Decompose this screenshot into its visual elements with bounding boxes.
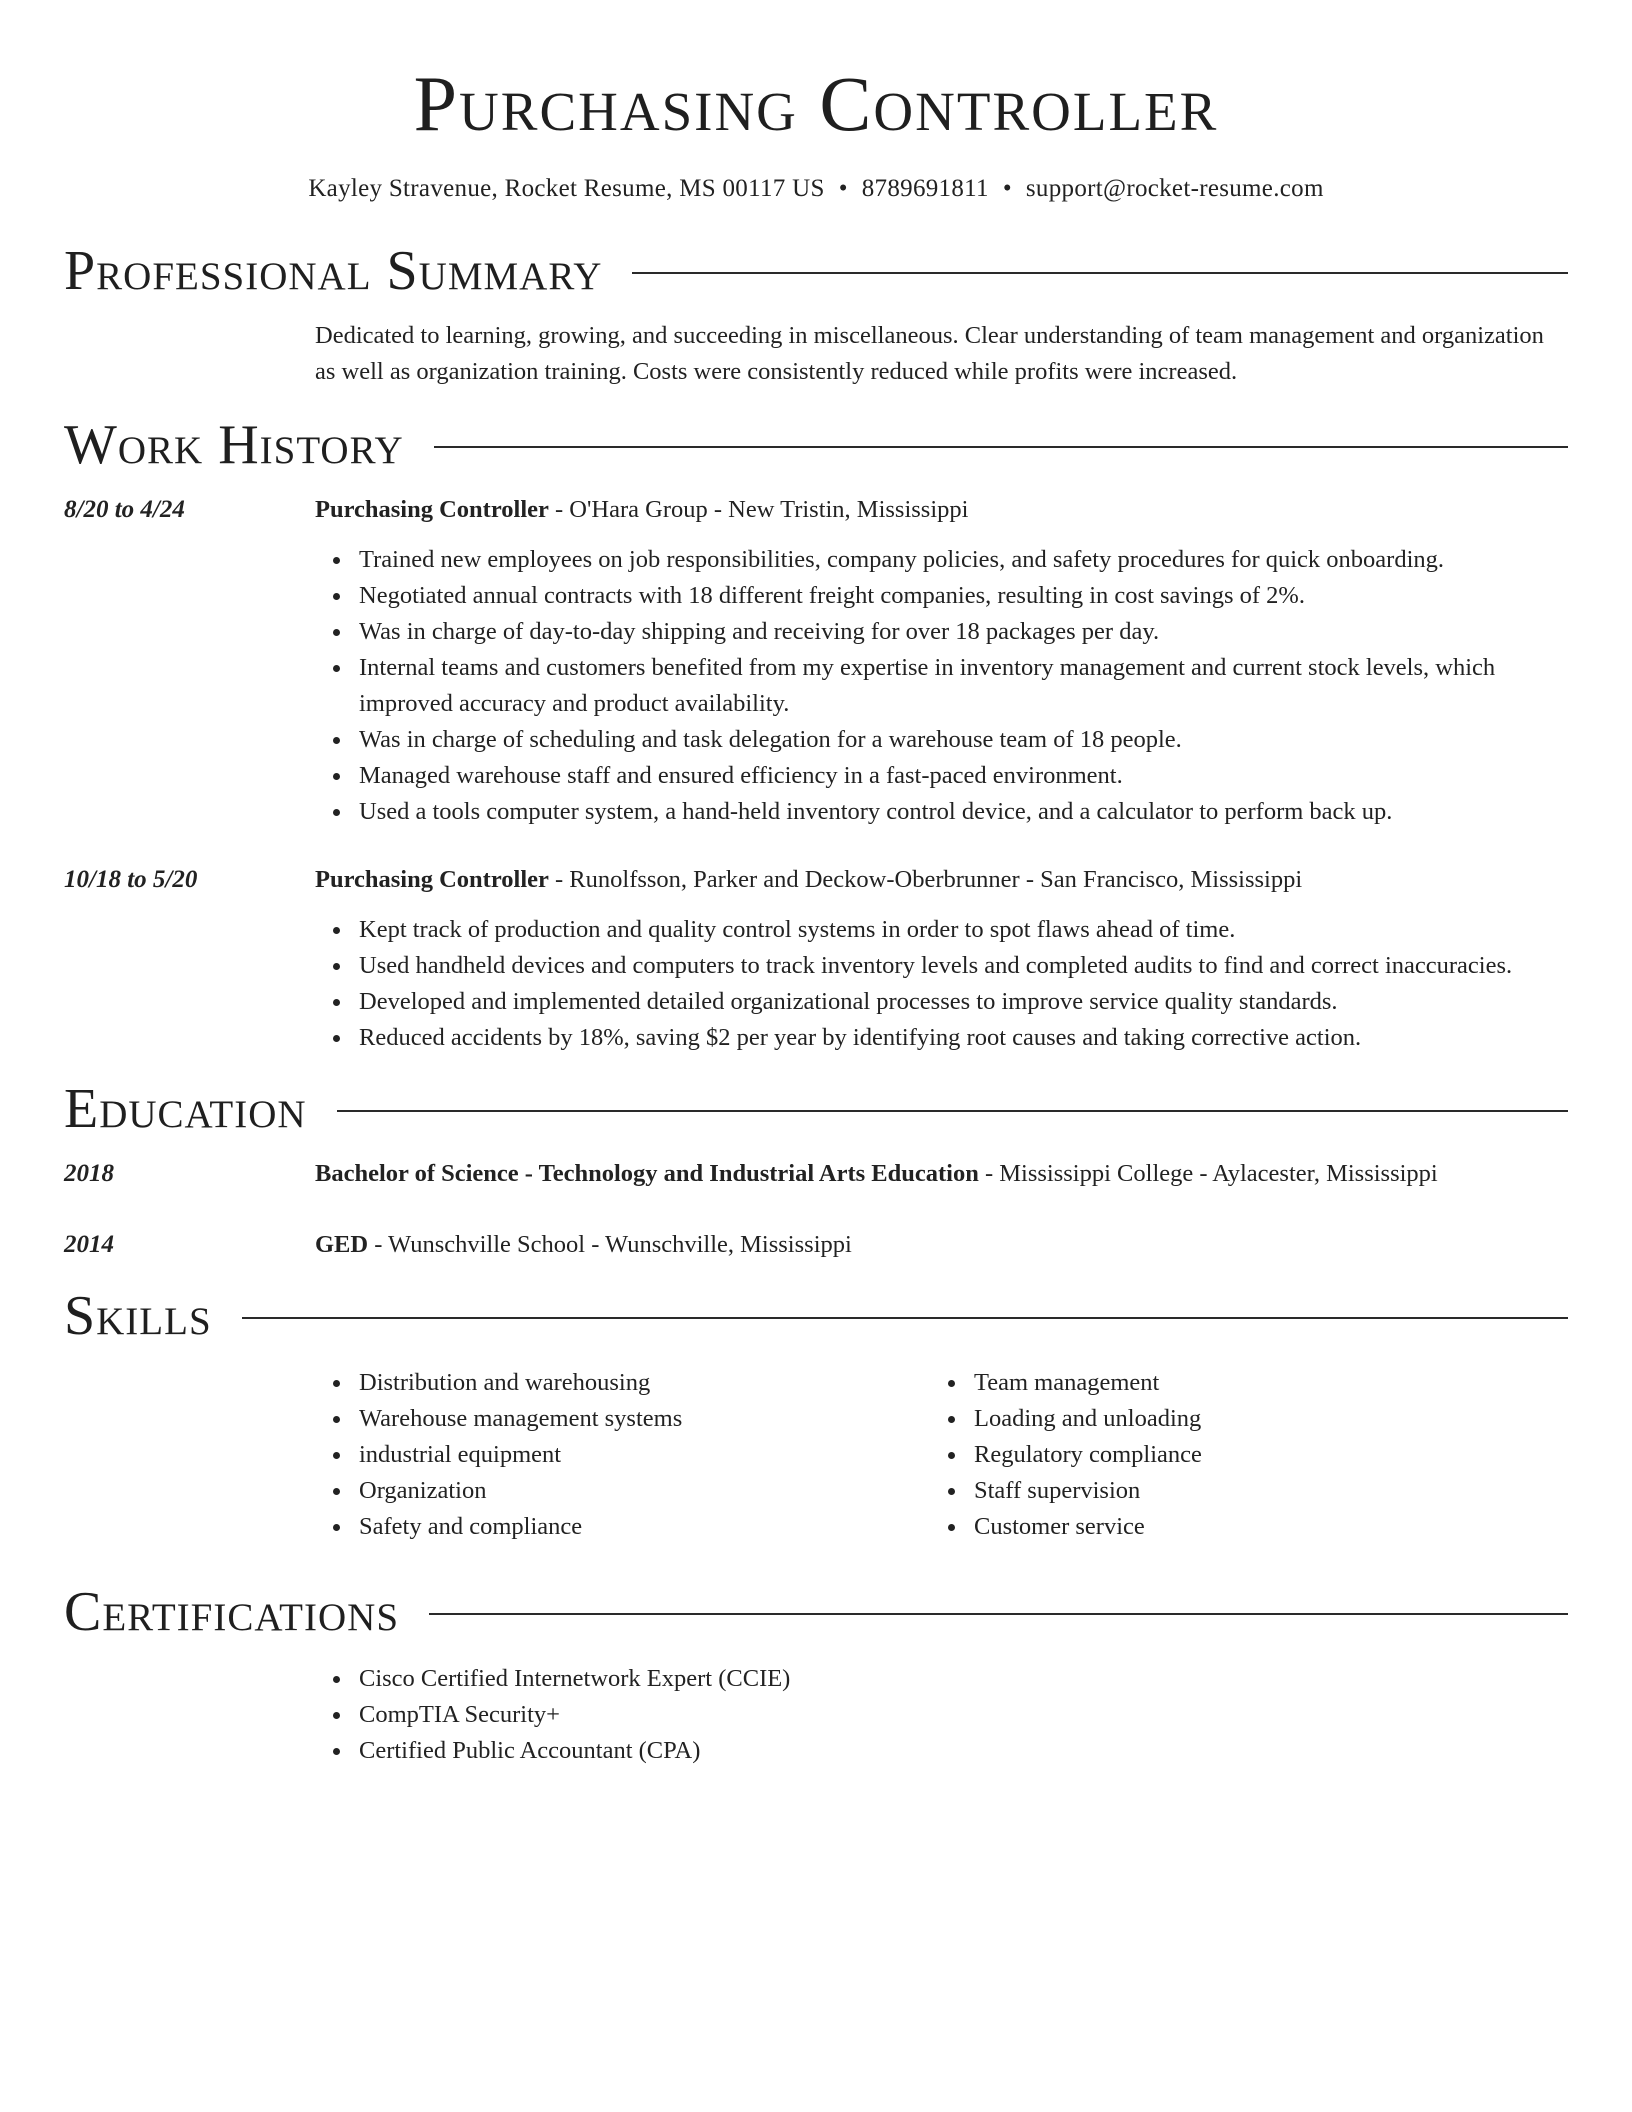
job-bullet: Used a tools computer system, a hand-held inventory control device, and a calculator to perform back up. [359, 794, 1568, 830]
skills-column-right [930, 1365, 1545, 1545]
job-title: Purchasing Controller [315, 866, 549, 893]
section-title-education: Education [64, 1078, 307, 1140]
skill-item: Warehouse management systems [359, 1401, 930, 1437]
section-divider [429, 1613, 1568, 1615]
skill-item: Regulatory compliance [974, 1437, 1545, 1473]
education-year: 2018 [64, 1160, 114, 1187]
education-entry [64, 1227, 1568, 1263]
skill-item: Staff supervision [974, 1473, 1545, 1509]
job-bullet: Was in charge of scheduling and task delegation for a warehouse team of 18 people. [359, 722, 1568, 758]
contact-email: support@rocket-resume.com [1025, 175, 1324, 202]
certification-item: Cisco Certified Internetwork Expert (CCIE) [359, 1661, 1568, 1697]
job-dates: 10/18 to 5/20 [64, 866, 198, 893]
skills-column-left [315, 1365, 930, 1545]
job-bullet: Used handheld devices and computers to track inventory levels and completed audits to find and correct inaccuracies. [359, 948, 1568, 984]
contact-separator: • [838, 175, 848, 202]
education-year: 2014 [64, 1231, 114, 1258]
education-degree: Bachelor of Science - Technology and Industrial Arts Education [315, 1160, 979, 1187]
section-title-skills: Skills [64, 1285, 212, 1347]
job-bullet: Trained new employees on job responsibilities, company policies, and safety procedures for quick onboarding. [359, 542, 1568, 578]
education-details: - Wunschville School - Wunschville, Mississippi [368, 1231, 852, 1258]
job-bullet: Kept track of production and quality control systems in order to spot flaws ahead of time. [359, 912, 1568, 948]
job-title: Purchasing Controller [315, 496, 549, 523]
job-heading [315, 492, 1568, 528]
education-degree: GED [315, 1231, 369, 1258]
skill-item: Customer service [974, 1509, 1545, 1545]
section-header-certifications [64, 1577, 1568, 1647]
skills-list [64, 1365, 1568, 1545]
section-divider [337, 1110, 1568, 1112]
section-divider [632, 272, 1568, 274]
section-header-education [64, 1074, 1568, 1144]
skill-item: Loading and unloading [974, 1401, 1545, 1437]
job-bullet: Was in charge of day-to-day shipping and receiving for over 18 packages per day. [359, 614, 1568, 650]
contact-line [64, 172, 1568, 206]
job-bullet: Negotiated annual contracts with 18 different freight companies, resulting in cost savings of 2%. [359, 578, 1568, 614]
job-dates: 8/20 to 4/24 [64, 496, 185, 523]
job-entry [64, 492, 1568, 830]
section-header-summary [64, 236, 1568, 306]
skill-item: Team management [974, 1365, 1545, 1401]
job-bullet: Internal teams and customers benefited from my expertise in inventory management and current stock levels, which improved accuracy and product availability. [359, 650, 1568, 722]
education-details: - Mississippi College - Aylacester, Mississippi [978, 1160, 1438, 1187]
contact-phone: 8789691811 [861, 175, 989, 202]
job-bullet: Reduced accidents by 18%, saving $2 per year by identifying root causes and taking corrective action. [359, 1020, 1568, 1056]
section-header-work [64, 410, 1568, 480]
certification-item: CompTIA Security+ [359, 1697, 1568, 1733]
summary-text: Dedicated to learning, growing, and succeeding in miscellaneous. Clear understanding of team management and organization as well as organization training. Costs were consistently reduced while profits were increased. [315, 322, 1544, 385]
section-title-certifications: Certifications [64, 1581, 400, 1643]
resume-title: Purchasing Controller [413, 60, 1219, 147]
education-entry [64, 1156, 1568, 1192]
job-bullet: Managed warehouse staff and ensured efficiency in a fast-paced environment. [359, 758, 1568, 794]
job-entry [64, 862, 1568, 1056]
job-heading [315, 862, 1568, 898]
certification-item: Certified Public Accountant (CPA) [359, 1733, 1568, 1769]
job-details: - O'Hara Group - New Tristin, Mississippi [548, 496, 969, 523]
section-divider [434, 446, 1568, 448]
skill-item: Distribution and warehousing [359, 1365, 930, 1401]
contact-separator: • [1002, 175, 1012, 202]
skill-item: industrial equipment [359, 1437, 930, 1473]
section-header-skills [64, 1281, 1568, 1351]
job-details: - Runolfsson, Parker and Deckow-Oberbrunner - San Francisco, Mississippi [548, 866, 1303, 893]
job-bullet: Developed and implemented detailed organizational processes to improve service quality standards. [359, 984, 1568, 1020]
skill-item: Safety and compliance [359, 1509, 930, 1545]
certifications-list [315, 1661, 1568, 1769]
section-divider [242, 1317, 1568, 1319]
contact-address: Kayley Stravenue, Rocket Resume, MS 00117 US [308, 175, 825, 202]
job-bullets [315, 542, 1568, 830]
section-title-summary: Professional Summary [64, 240, 603, 302]
section-title-work: Work History [64, 414, 404, 476]
job-bullets [315, 912, 1568, 1056]
skill-item: Organization [359, 1473, 930, 1509]
